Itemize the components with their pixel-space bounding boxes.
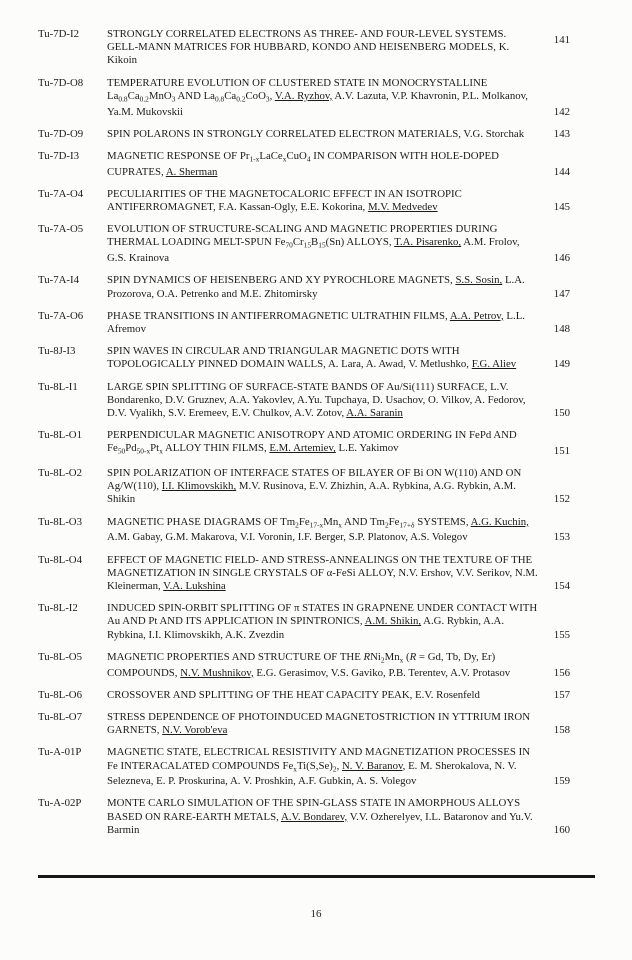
entry-page-number: 141 (553, 34, 570, 46)
page-number: 16 (310, 908, 322, 920)
session-code: Tu-8L-O2 (38, 467, 82, 480)
underlined-author: A.A. Saranin (346, 406, 403, 419)
subscript: 3 (171, 94, 176, 104)
subscript: x (293, 764, 297, 774)
subscript: x (159, 446, 163, 456)
entry-title: SPIN WAVES IN CIRCULAR AND TRIANGULAR MAGNETIC DOTS WITH TOPOLOGICALLY PINNED DOMAIN WALLS, A. Lara, A. Awad, V. Metlushko, F.G. Aliev (107, 345, 517, 371)
toc-entry (38, 310, 594, 336)
entry-title: MAGNETIC PHASE DIAGRAMS OF $Tm_2Fe_{17-x}Mn_x$ AND $Tm_2Fe_{17+\delta}$ SYSTEMS, A.G. Kuchin, A.M. Gabay, G.M. Makarova, V.I. Voronin, I.F. Berger, S.P. Platonov, A.S. Volegov (107, 515, 529, 544)
session-code: Tu-A-01P (38, 746, 82, 759)
underlined-author: A.V. Bondarev, (280, 810, 348, 823)
entry-page-number: 152 (553, 493, 570, 506)
underlined-author: T.A. Pisarenko, (394, 236, 462, 249)
toc-entry (38, 467, 594, 507)
subscript: 4 (306, 154, 311, 164)
entry-title: SPIN POLARONS IN STRONGLY CORRELATED ELECTRON MATERIALS, V.G. Storchak (107, 127, 525, 140)
underlined-author: V.A. Ryzhov, (274, 89, 333, 102)
subscript: 2 (332, 764, 337, 774)
entry-title: SPIN POLARIZATION OF INTERFACE STATES OF BILAYER OF Bi ON W(110) AND ON Ag/W(110), I.I. Klimovskikh, M.V. Rusinova, E.V. Zhizhin, A.A. Rybkina, A.G. Rybkin, A.M. Shikin (107, 467, 522, 506)
underlined-author: V.A. Lukshina (163, 580, 226, 592)
toc-entry (38, 77, 594, 119)
session-code: Tu-8L-O6 (38, 688, 82, 701)
entry-title: PHASE TRANSITIONS IN ANTIFERROMAGNETIC ULTRATHIN FILMS, A.A. Petrov, L.L. Afremov (107, 309, 526, 335)
session-code: Tu-A-02P (38, 797, 82, 810)
entry-title: EFFECT OF MAGNETIC FIELD- AND STRESS-ANNEALINGS ON THE TEXTURE OF THE MAGNETIZATION IN SINGLE CRYSTALS OF α-FeSi ALLOY, N.V. Ershov, V.V. Serikov, N.M. Kleinerman, V.A. Lukshina (107, 553, 538, 592)
entry-page-number: 155 (553, 628, 570, 641)
entry-page-number: 142 (553, 105, 570, 118)
subscript: 15 (303, 240, 312, 250)
footer-rule (38, 875, 595, 878)
subscript: 15 (318, 240, 326, 250)
entry-title: MAGNETIC PROPERTIES AND STRUCTURE OF THE $RNi_2Mn_x$ (R = Gd, Tb, Dy, Er) COMPOUNDS, N.V. Mushnikov, E.G. Gerasimov, V.S. Gaviko, P.B. Terentev, A.V. Protasov (107, 650, 511, 679)
underlined-author: N.V. Vorob'eva (162, 724, 228, 737)
toc-entry (38, 602, 594, 642)
entry-title: SPIN DYNAMICS OF HEISENBERG AND XY PYROCHLORE MAGNETS, S.S. Sosin, L.A. Prozorova, O.A. Petrenko and M.E. Zhitomirsky (107, 274, 525, 300)
toc-entry (38, 223, 594, 265)
toc-entry (38, 345, 594, 371)
toc-entry (38, 554, 594, 594)
underlined-author: S.S. Sosin, (455, 274, 503, 287)
entry-page-number: 159 (553, 775, 570, 788)
subscript: x (282, 154, 287, 164)
toc-entry (38, 516, 594, 545)
session-code: Tu-7A-O5 (38, 223, 84, 236)
entry-page-number: 157 (553, 688, 570, 701)
subscript: 2 (384, 520, 389, 530)
subscript: 2 (380, 655, 385, 665)
entry-page-number: 145 (553, 201, 570, 214)
subscript: 17-x (309, 520, 324, 530)
toc-entry (38, 274, 594, 300)
entry-page-number: 156 (553, 666, 570, 679)
italic-variable: R (409, 650, 417, 663)
subscript: 50-x (136, 446, 151, 456)
entry-page-number: 148 (553, 322, 570, 335)
subscript: 17+δ (399, 520, 415, 530)
session-code: Tu-8L-O7 (38, 710, 82, 723)
entry-page-number: 149 (553, 358, 570, 371)
session-code: Tu-8L-O4 (38, 553, 82, 566)
entry-page-number: 143 (553, 127, 570, 140)
italic-variable: R (363, 650, 371, 663)
underlined-author: N. V. Baranov, (342, 759, 406, 772)
entry-title: INDUCED SPIN-ORBIT SPLITTING OF π STATES IN GRAPNENE UNDER CONTACT WITH Au AND Pt AND ITS APPLICATION IN SPINTRONICS, A.M. Shikin, A.G. Rybkin, A.A. Rybkina, I.I. Klimovskikh, A.K. Zvezdin (107, 602, 538, 641)
session-code: Tu-7D-O9 (38, 127, 84, 140)
underlined-author: A.A. Petrov, (449, 309, 504, 322)
session-code: Tu-8L-I1 (38, 380, 78, 393)
toc-entry (38, 689, 594, 702)
entry-page-number: 146 (553, 252, 570, 265)
session-code: Tu-8L-O3 (38, 515, 82, 528)
entry-title: TEMPERATURE EVOLUTION OF CLUSTERED STATE IN MONOCRYSTALLINE $La_{0.8}Ca_{0.2}MnO_3$ AND $La_{0.8}Ca_{0.2}CoO_3$, V.A. Ryzhov, A.V. Lazuta, V.P. Khavronin, P.L. Molkanov, Ya.M. Mukovskii (107, 76, 529, 118)
underlined-author: A. Sherman (165, 165, 218, 178)
subscript: 70 (285, 240, 293, 250)
session-code: Tu-8J-I3 (38, 345, 76, 358)
toc-entry (38, 28, 594, 68)
session-code: Tu-8L-O5 (38, 650, 82, 663)
session-code: Tu-8L-O1 (38, 429, 82, 442)
entry-title: MONTE CARLO SIMULATION OF THE SPIN-GLASS STATE IN AMORPHOUS ALLOYS BASED ON RARE-EARTH METALS, A.V. Bondarev, V.V. Ozherelyev, I.L. Bataronov and Yu.V. Barmin (107, 797, 533, 836)
entry-page-number: 150 (553, 406, 570, 419)
subscript: 50 (117, 446, 126, 456)
underlined-author: A.M. Shikin, (364, 615, 422, 628)
subscript: 2 (295, 520, 299, 530)
subscript: x (338, 520, 342, 530)
entry-title: EVOLUTION OF STRUCTURE-SCALING AND MAGNETIC PROPERTIES DURING THERMAL LOADING MELT-SPUN $Fe_{70}Cr_{15}B_{15}(Sn)$ ALLOYS, T.A. Pisarenko, A.M. Frolov, G.S. Krainova (107, 223, 520, 265)
toc-list (38, 28, 594, 846)
underlined-author: F.G. Aliev (471, 358, 517, 371)
subscript: 0.8 (118, 94, 128, 104)
entry-page-number: 160 (553, 823, 570, 836)
entry-title: STRESS DEPENDENCE OF PHOTOINDUCED MAGNETOSTRICTION IN YTTRIUM IRON GARNETS, N.V. Vorob'eva (107, 710, 530, 737)
toc-entry (38, 746, 594, 788)
toc-entry (38, 711, 594, 737)
subscript: 0.2 (139, 94, 149, 104)
toc-entry (38, 188, 594, 214)
session-code: Tu-8L-I2 (38, 602, 78, 615)
subscript: x (399, 655, 404, 665)
entry-page-number: 147 (553, 287, 570, 300)
entry-page-number: 153 (553, 531, 570, 544)
entry-page-number: 154 (553, 580, 570, 592)
entry-title: STRONGLY CORRELATED ELECTRONS AS THREE- AND FOUR-LEVEL SYSTEMS. GELL-MANN MATRICES FOR HUBBARD, KONDO AND HEISENBERG MODELS, K. Kikoin (107, 28, 510, 67)
subscript: 3 (265, 94, 270, 104)
session-code: Tu-7A-O4 (38, 187, 84, 200)
underlined-author: N.V. Mushnikov, (180, 666, 254, 679)
session-code: Tu-7D-O8 (38, 76, 84, 89)
toc-entry (38, 381, 594, 421)
toc-entry (38, 128, 594, 141)
underlined-author: I.I. Klimovskikh, (161, 480, 237, 493)
entry-page-number: 151 (553, 444, 570, 457)
entry-title: PECULIARITIES OF THE MAGNETOCALORIC EFFECT IN AN ISOTROPIC ANTIFERROMAGNET, F.A. Kassan-Ogly, E.E. Kokorina, M.V. Medvedev (107, 187, 462, 214)
underlined-author: E.M. Artemiev, (269, 442, 336, 455)
entry-title: MAGNETIC RESPONSE OF $Pr_{1-x}LaCe_xCuO_4$ IN COMPARISON WITH HOLE-DOPED CUPRATES, A. Sherman (107, 149, 499, 178)
toc-entry (38, 150, 594, 179)
session-code: Tu-7A-I4 (38, 274, 79, 287)
entry-title: CROSSOVER AND SPLITTING OF THE HEAT CAPACITY PEAK, E.V. Rosenfeld (107, 688, 480, 701)
session-code: Tu-7D-I2 (38, 28, 79, 40)
subscript: 0.8 (214, 94, 225, 104)
entry-page-number: 158 (553, 724, 570, 737)
toc-entry (38, 797, 594, 837)
toc-entry (38, 651, 594, 680)
underlined-author: A.G. Kuchin, (470, 515, 529, 528)
subscript: 1-x (249, 154, 260, 164)
entry-title: MAGNETIC STATE, ELECTRICAL RESISTIVITY AND MAGNETIZATION PROCESSES IN Fe INTERACALATED COMPOUNDS $Fe_xTi(S,Se)_2$, N. V. Baranov, E. M. Sherokalova, N. V. Selezneva, E. P. Proskurina, A. V. Proshkin, A.F. Gubkin, A. S. Volegov (107, 746, 531, 788)
entry-page-number: 144 (553, 165, 570, 178)
underlined-author: M.V. Medvedev (367, 201, 438, 214)
session-code: Tu-7D-I3 (38, 149, 79, 162)
entry-title: LARGE SPIN SPLITTING OF SURFACE-STATE BANDS OF Au/Si(111) SURFACE, L.V. Bondarenko, D.V. Gruznev, A.A. Yakovlev, A.Yu. Tupchaya, D. Usachov, O. Vilkov, A. Fedorov, D.V. Vyalikh, S.V. Eremeev, E.V. Chulkov, A.V. Zotov, A.A. Saranin (107, 380, 526, 419)
entry-title: PERPENDICULAR MAGNETIC ANISOTROPY AND ATOMIC ORDERING IN FePd AND $Fe_{50}Pd_{50-x}Pt_x$ ALLOY THIN FILMS, E.M. Artemiev, L.E. Yakimov (107, 429, 517, 456)
subscript: 0.2 (236, 94, 246, 104)
toc-entry (38, 429, 594, 458)
session-code: Tu-7A-O6 (38, 309, 84, 322)
